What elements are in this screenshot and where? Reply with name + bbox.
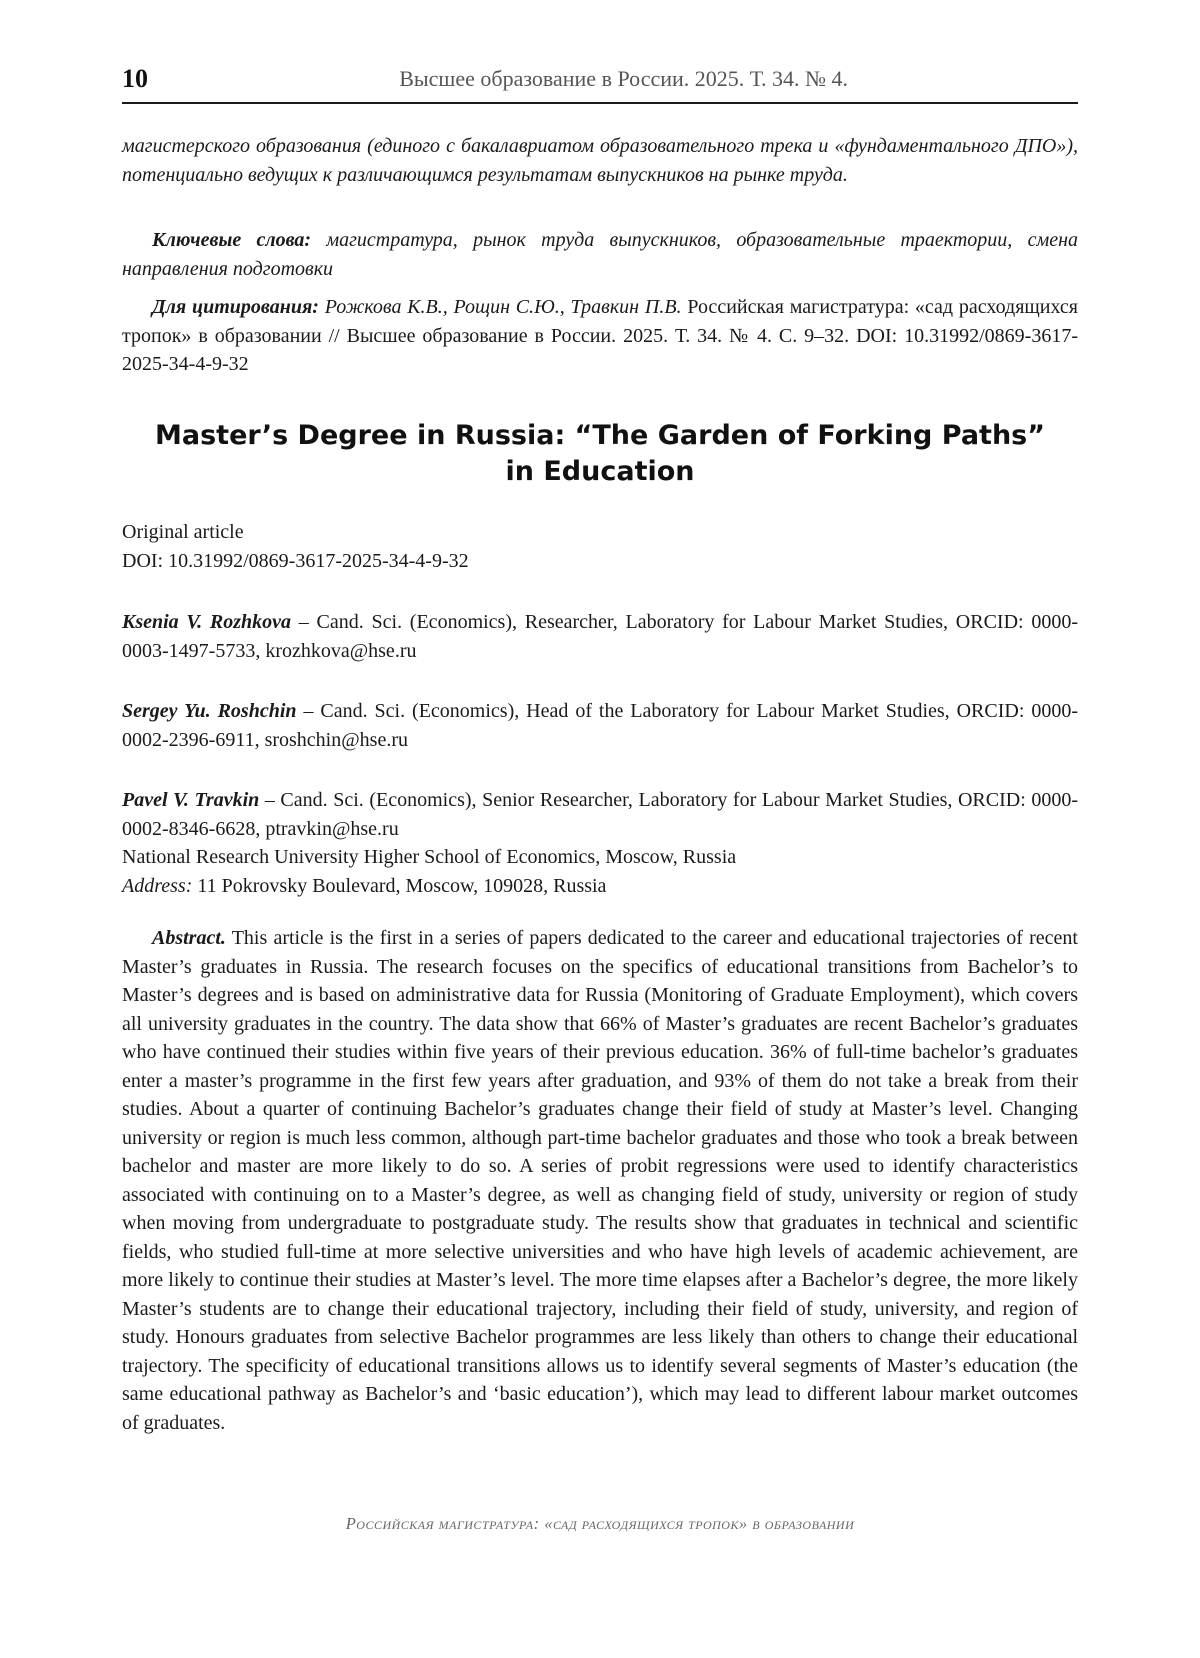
author-entry [122,608,1078,665]
journal-title: Высшее образование в России. 2025. Т. 34. № 4. [399,66,848,91]
abstract-label: Abstract. [152,927,226,949]
article-doi: DOI: 10.31992/0869-3617-2025-34-4-9-32 [122,549,469,572]
page-number: 10 [122,64,148,93]
abstract-en [122,924,1078,1437]
english-title [122,418,1078,490]
english-title-line-2: in Education [505,456,695,487]
address [122,872,1078,901]
author-details: – Cand. Sci. (Economics), Senior Researcher, Laboratory for Labour Market Studies, ORCID: 0000-0002-8346-6628, ptravkin@hse.ru [122,789,1078,840]
author-entry [122,786,1078,900]
author-name: Pavel V. Travkin [122,789,260,811]
affiliation: National Research University Higher School of Economics, Moscow, Russia [122,846,737,868]
citation [122,293,1078,379]
article-type: Original article [122,521,244,543]
author-details: – Cand. Sci. (Economics), Head of the Laboratory for Labour Market Studies, ORCID: 0000-0002-2396-6911, sroshchin@hse.ru [122,700,1078,751]
author-name: Sergey Yu. Roshchin [122,700,297,722]
keywords-ru [122,226,1078,283]
citation-authors: Рожкова К.В., Рощин С.Ю., Травкин П.В. [324,296,682,318]
running-footer: Российская магистратура: «сад расходящихся тропок» в образовании [345,1514,855,1533]
address-text: 11 Pokrovsky Boulevard, Moscow, 109028, Russia [192,874,607,897]
author-name: Ksenia V. Rozhkova [122,611,292,633]
running-header [122,58,1078,104]
article-meta [122,518,469,575]
abstract-continuation: магистерского образования (единого с бакалавриатом образовательного трека и «фундаментального ДПО»), потенциально ведущих к различающимся результатам выпускников на рынке труда. [122,135,1078,186]
keywords-label: Ключевые слова: [152,229,312,251]
citation-text: Российская магистратура: «сад расходящихся тропок» в образовании // Высшее образование в России. 2025. Т. 34. № 4. С. 9–32. DOI: 10.31992/0869-3617-2025-34-4-9-32 [122,296,1079,375]
author-details: – Cand. Sci. (Economics), Researcher, Laboratory for Labour Market Studies, ORCID: 0000-0003-1497-5733, krozhkova@hse.ru [122,611,1078,662]
keywords-text: магистратура, рынок труда выпускников, образовательные траектории, смена направления подготовки [122,229,1079,280]
citation-label: Для цитирования: [152,296,319,318]
english-title-line-1: Master’s Degree in Russia: “The Garden of Forking Paths” [155,420,1045,451]
address-label: Address: [122,874,193,897]
author-entry [122,697,1078,754]
abstract-text: This article is the first in a series of papers dedicated to the career and educational trajectories of recent Master’s graduates in Russia. The research focuses on the specifics of educational transitions from Bachelor’s to Master’s degrees and is based on administrative data for Russia (Monitoring of Graduate Employment), which covers all university graduates in the country. The data show that 66% of Master’s graduates are recent Bachelor’s graduates who have continued their studies within five years of their previous education. 36% of full-time bachelor’s graduates enter a master’s programme in the first few years after graduation, and 93% of them do not take a break from their studies. About a quarter of continuing Bachelor’s graduates change their field of study at Master’s level. Changing university or region is much less common, although part-time bachelor graduates and those who took a break between bachelor and master are more likely to do so. A series of probit regressions were used to identify characteristics associated with continuing on to a Master’s degree, as well as changing field of study, university or region of study when moving from undergraduate to postgraduate study. The results show that graduates in technical and scientific fields, who studied full-time at more selective universities and who have high levels of academic achievement, are more likely to continue their studies at Master’s level. The more time elapses after a Bachelor’s degree, the more likely Master’s students are to change their educational trajectory, including their field of study, university, and region of study. Honours graduates from selective Bachelor programmes are less likely than others to change their educational trajectory. The specificity of educational transitions allows us to identify several segments of Master’s education (the same educational pathway as Bachelor’s and ‘basic education’), which may lead to different labour market outcomes of graduates. [122,927,1078,1434]
